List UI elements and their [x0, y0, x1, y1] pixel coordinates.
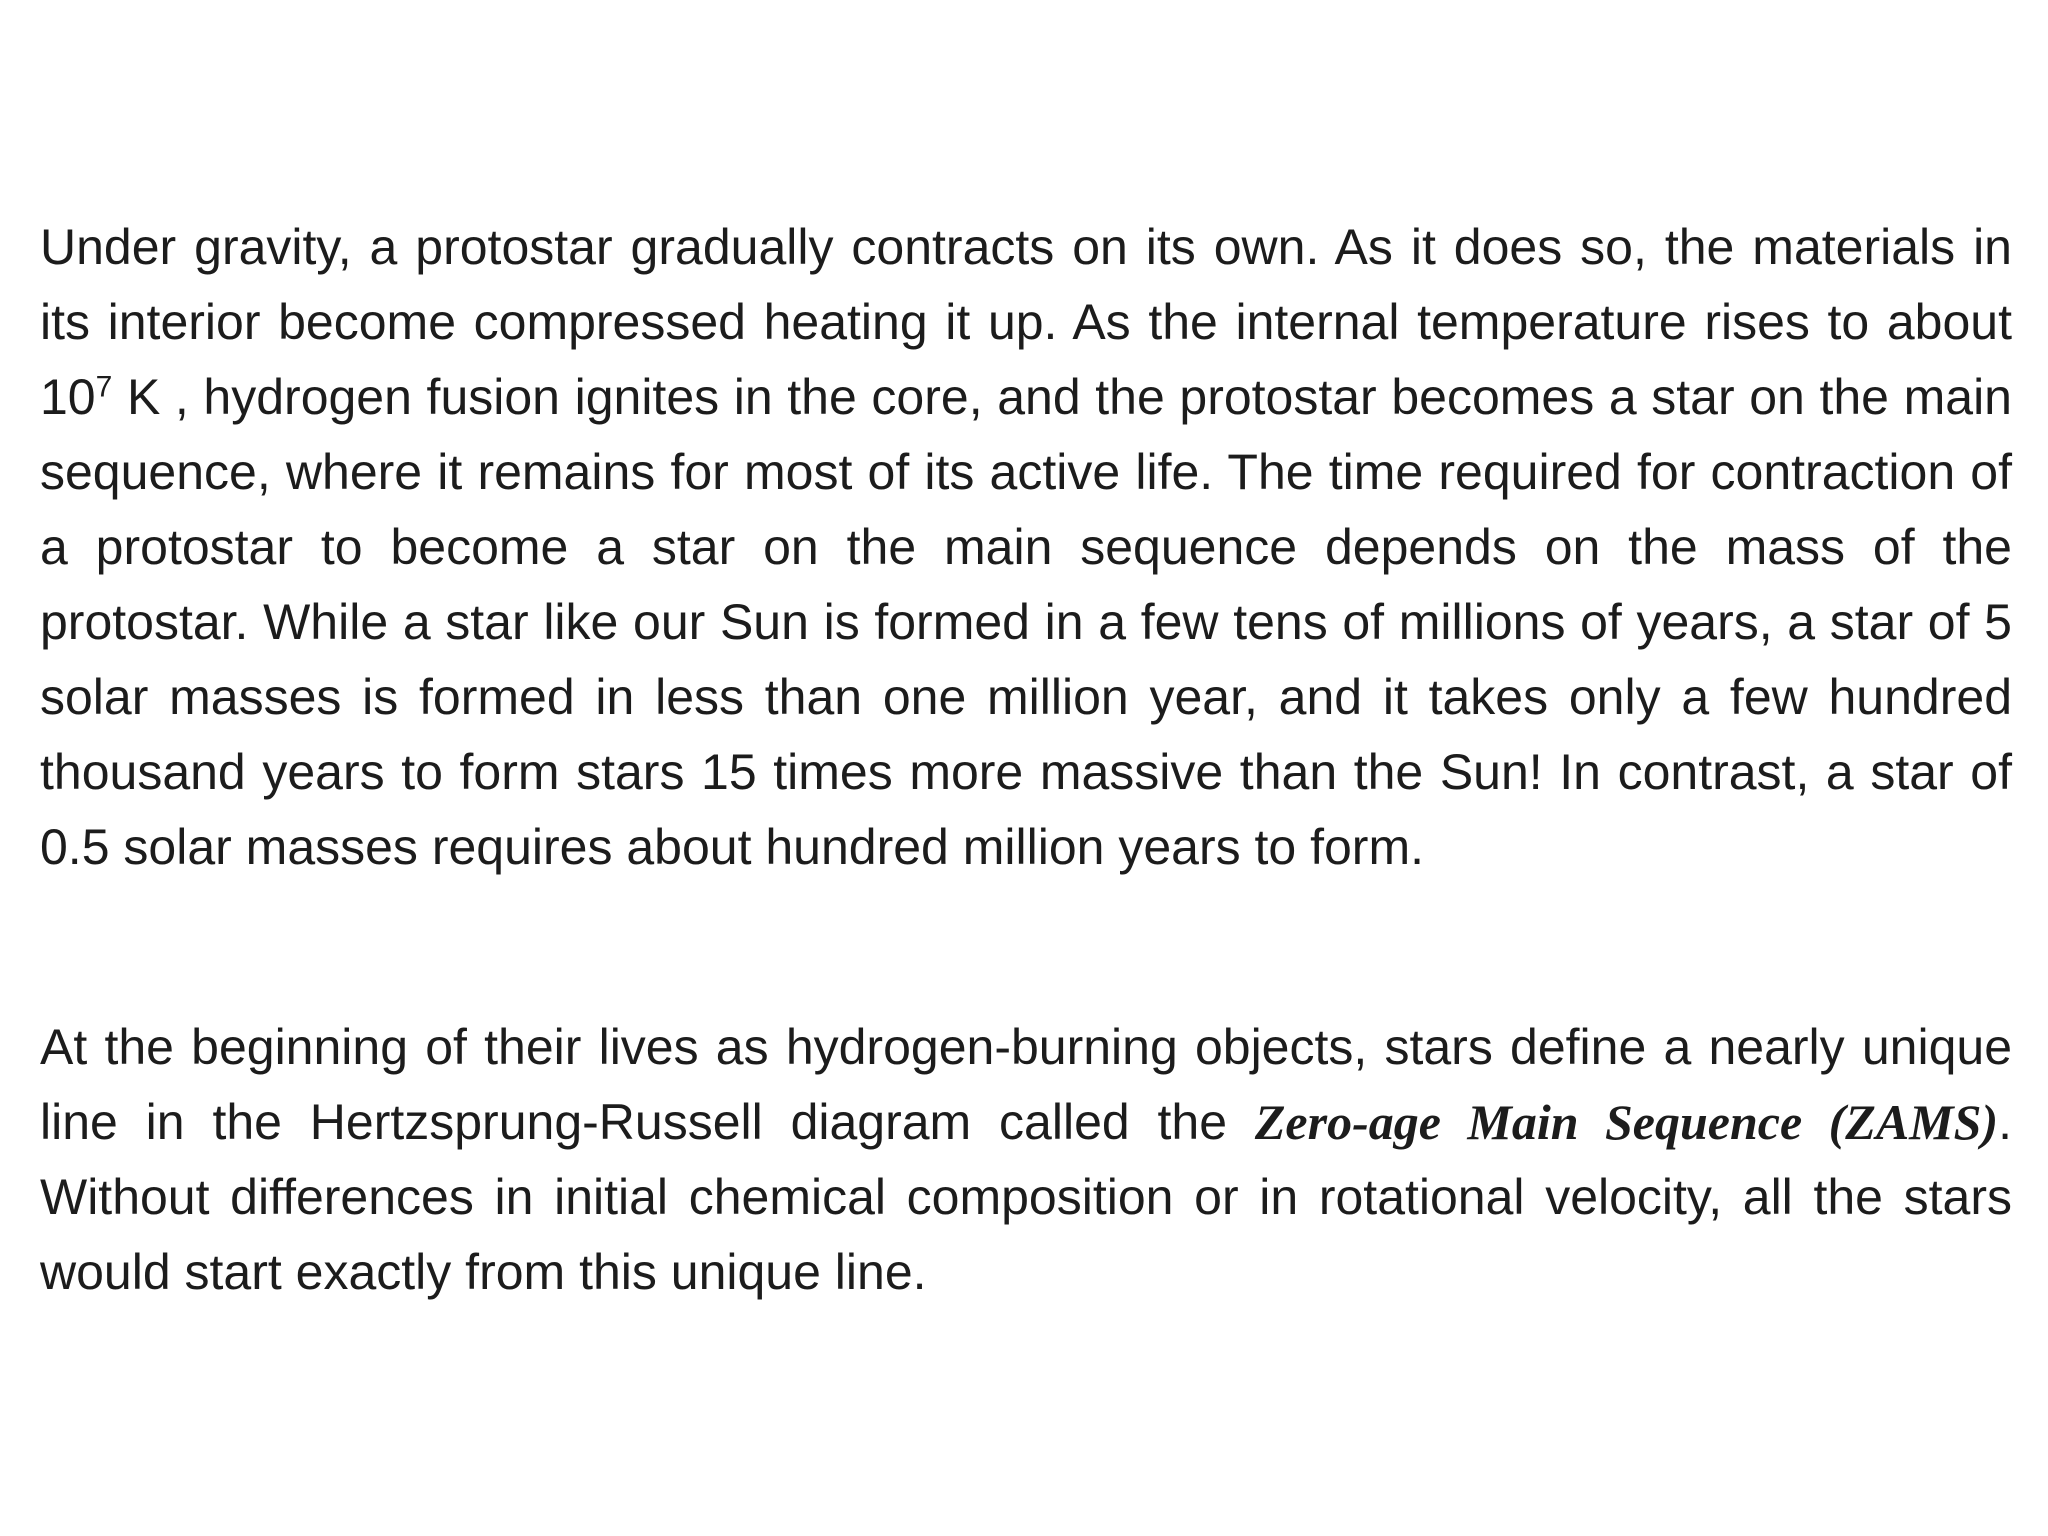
paragraph-2-part-a: At the beginning of their lives as hydrogen-burning objects, stars define a nearly unique line in the Hertzsprung-Russell diagram called the	[40, 1019, 2012, 1150]
paragraph-1-part-b: K , hydrogen fusion ignites in the core, and the protostar becomes a star on the main sequence, where it remains for most of its active life. The time required for contraction of a protostar to become a star on the main sequence depends on the mass of the protostar. While a star like our Sun is formed in a few tens of millions of years, a star of 5 solar masses is formed in less than one million year, and it takes only a few hundred thousand years to form stars 15 times more massive than the Sun! In contrast, a star of 0.5 solar masses requires about hundred million years to form.	[40, 369, 2012, 875]
paragraph-1-text	[40, 210, 2012, 885]
zams-term: Zero-age Main Sequence (ZAMS)	[1254, 1094, 1999, 1150]
paragraph-protostar-contraction	[40, 210, 2012, 885]
paragraph-2-text	[40, 1010, 2012, 1310]
paragraph-2-part-b: . Without differences in initial chemical composition or in rotational velocity, all the stars would start exactly from this unique line.	[40, 1094, 2012, 1300]
temperature-exponent: 7	[95, 370, 113, 404]
paragraph-1-part-a: Under gravity, a protostar gradually contracts on its own. As it does so, the materials in its interior become compressed heating it up. As the internal temperature rises to about 10	[40, 219, 2012, 425]
paragraph-zams	[40, 1010, 2012, 1310]
